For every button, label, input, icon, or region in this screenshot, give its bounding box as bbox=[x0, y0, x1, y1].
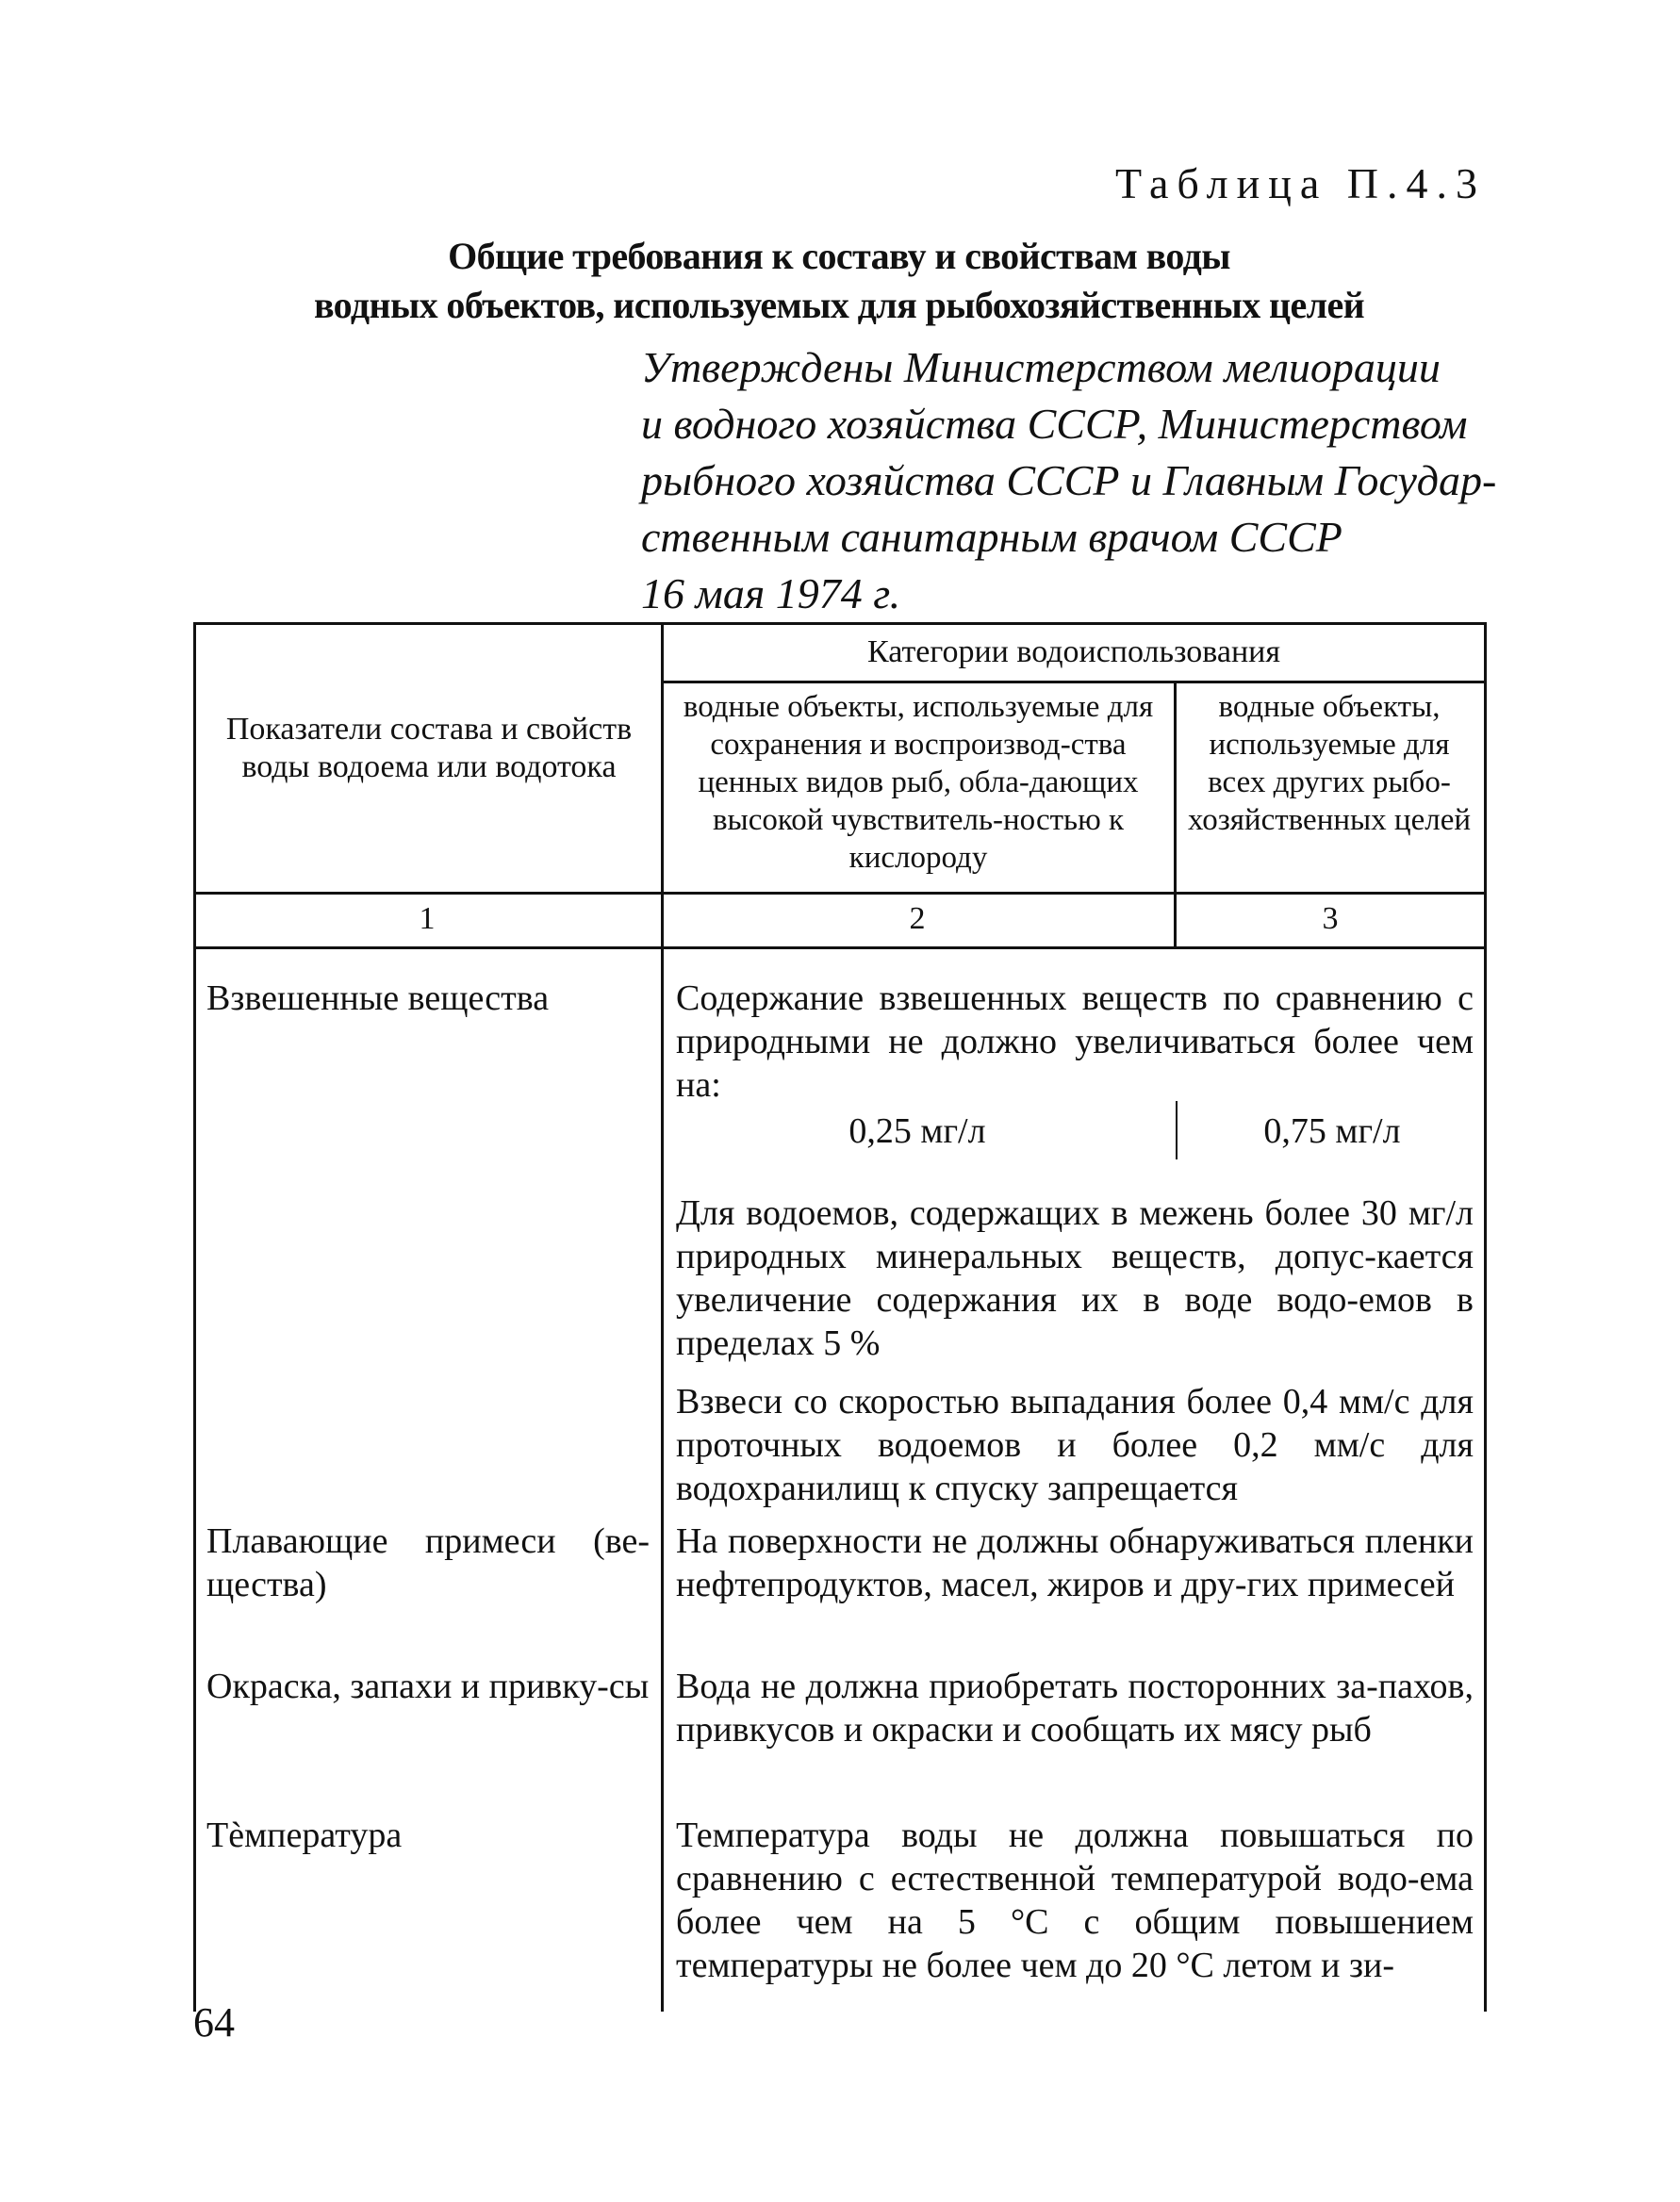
col-number-2: 2 bbox=[909, 901, 926, 936]
requirements-table bbox=[193, 622, 1487, 2012]
page-number: 64 bbox=[193, 1999, 235, 2046]
numbers-bottom-border bbox=[193, 946, 1487, 949]
requirement-suspended-settling: Взвеси со скоростью выпадания более 0,4 мм/с для проточных водоемов и более 0,2 мм/с для водохранилищ к спуску запрещается bbox=[676, 1382, 1474, 1508]
col1-header: Показатели состава и свойств воды водоема или водотока bbox=[225, 712, 633, 784]
requirement-floating: На поверхности не должны обнаруживаться пленки нефтепродуктов, масел, жиров и дру-гих примесей bbox=[676, 1521, 1474, 1604]
requirement-color-odor: Вода не должна приобретать посторонних за-пахов, привкусов и окраски и сообщать их мясу рыб bbox=[676, 1667, 1474, 1750]
value-col3-suspended: 0,75 мг/л bbox=[1263, 1111, 1401, 1151]
group-header: Категории водоиспользования bbox=[867, 634, 1280, 669]
col3-header: водные объекты, используемые для всех других рыбо-хозяйственных целей bbox=[1187, 690, 1472, 837]
approval-note bbox=[641, 339, 1497, 622]
indicator-floating: Плавающие примеси (ве-щества) bbox=[206, 1521, 650, 1604]
col-number-1: 1 bbox=[419, 901, 436, 936]
col-number-3: 3 bbox=[1322, 901, 1339, 936]
approval-line-3: рыбного хозяйства СССР и Главным Государ- bbox=[641, 456, 1497, 504]
table-right-border bbox=[1484, 622, 1487, 2012]
group-header-divider bbox=[661, 681, 1487, 683]
table-title bbox=[193, 232, 1485, 330]
col1-divider bbox=[661, 622, 664, 2012]
approval-line-4: ственным санитарным врачом СССР bbox=[641, 513, 1342, 561]
col2-header: водные объекты, используемые для сохранения и воспроизвод-ства ценных видов рыб, обла-дающих высокой чувствитель-ностью к кислороду bbox=[683, 690, 1154, 875]
table-number: Таблица П.4.3 bbox=[1115, 159, 1486, 207]
approval-line-5: 16 мая 1974 г. bbox=[641, 569, 901, 617]
header-bottom-border bbox=[193, 892, 1487, 895]
title-line-2: водных объектов, используемых для рыбохозяйственных целей bbox=[313, 284, 1365, 326]
table-top-border bbox=[193, 622, 1487, 625]
value-col2-suspended: 0,25 мг/л bbox=[848, 1111, 986, 1151]
requirement-suspended-intro: Содержание взвешенных веществ по сравнению с природными не должно увеличиваться более чем на: bbox=[676, 978, 1474, 1105]
requirement-suspended-mineral: Для водоемов, содержащих в межень более 30 мг/л природных минеральных веществ, допус-кается увеличение содержания их в воде водо-емов в пределах 5 % bbox=[676, 1193, 1474, 1363]
approval-line-1: Утверждены Министерством мелиорации bbox=[641, 343, 1441, 391]
indicator-color-odor: Окраска, запахи и привку-сы bbox=[206, 1667, 650, 1706]
requirement-temperature: Температура воды не должна повышаться по сравнению с естественной температурой водо-ема более чем на 5 °С с общим повышением температуры не более чем до 20 °С летом и зи- bbox=[676, 1816, 1474, 1985]
approval-line-2: и водного хозяйства СССР, Министерством bbox=[641, 400, 1468, 448]
indicator-temperature: Тѐмпература bbox=[206, 1816, 403, 1855]
indicator-suspended: Взвешенные вещества bbox=[206, 978, 550, 1018]
title-line-1: Общие требования к составу и свойствам воды bbox=[448, 235, 1230, 277]
table-left-border bbox=[193, 622, 196, 2012]
